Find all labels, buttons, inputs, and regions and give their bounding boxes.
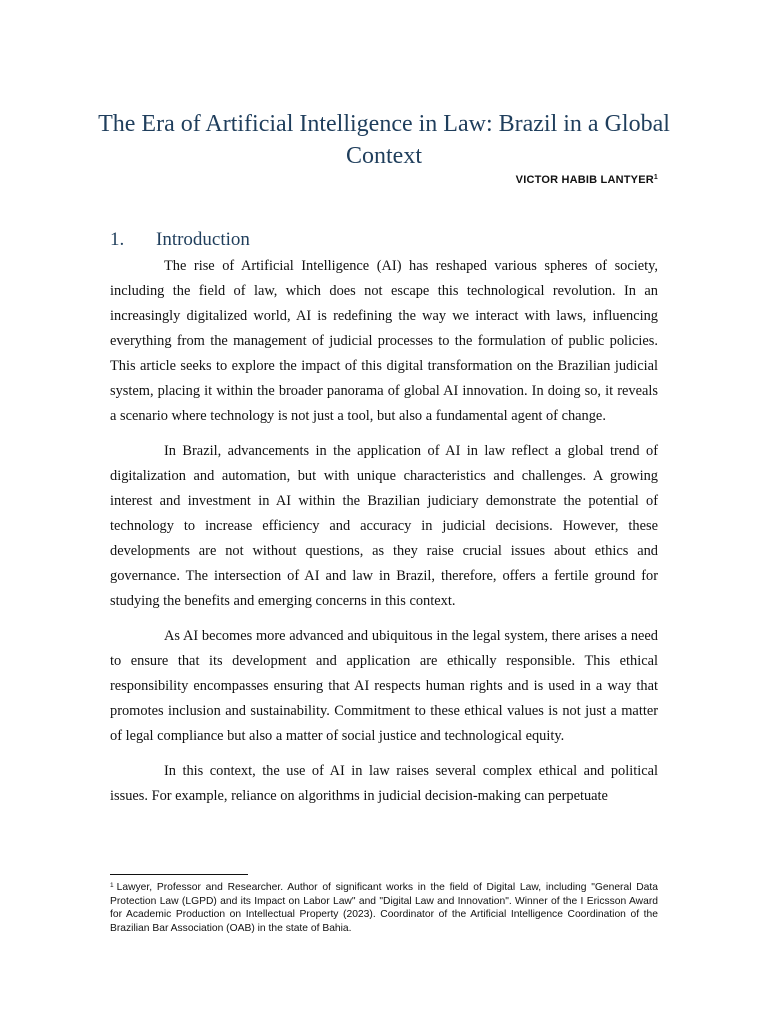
paragraph: In Brazil, advancements in the application of AI in law reflect a global trend of digitalization and automation, but with unique characteristics and challenges. A growing interest and investment in AI within the Brazilian judiciary demonstrate the potential of technology to increase efficiency and accuracy in judicial decisions. However, these developments are not without questions, as they raise crucial issues about ethics and governance. The intersection of AI and law in Brazil, therefore, offers a fertile ground for studying the benefits and emerging concerns in this context.: [110, 443, 658, 609]
section-number: 1.: [110, 229, 125, 250]
footnote-mark: 1: [110, 882, 114, 889]
footnote-divider: [110, 874, 248, 875]
author-line: [516, 174, 658, 186]
footnote-text: Lawyer, Professor and Researcher. Author of significant works in the field of Digital Law, including "General Data Protection Law (LGPD) and its Impact on Labor Law" and "Digital Law and Innovation". Winner of the I Ericsson Award for Academic Production on Intellectual Property (2023). Coordinator of the Artificial Intelligence Coordination of the Brazilian Bar Association (OAB) in the state of Bahia.: [110, 882, 658, 934]
section-title: Introduction: [156, 229, 250, 250]
section-heading: [110, 228, 250, 252]
author-name: VICTOR HABIB LANTYER: [515, 174, 654, 186]
paragraph: In this context, the use of AI in law raises several complex ethical and political issues. For example, reliance on algorithms in judicial decision-making can perpetuate: [110, 763, 658, 804]
footnote: [110, 879, 658, 935]
paper-title: The Era of Artificial Intelligence in Law: Brazil in a Global Context: [98, 111, 670, 169]
paragraph: As AI becomes more advanced and ubiquitous in the legal system, there arises a need to ensure that its development and application are ethically responsible. This ethical responsibility encompasses ensuring that AI respects human rights and is used in a way that promotes inclusion and sustainability. Commitment to these ethical values is not just a matter of legal compliance but also a matter of social justice and technological equity.: [110, 628, 658, 744]
paragraph: The rise of Artificial Intelligence (AI) has reshaped various spheres of society, including the field of law, which does not escape this technological revolution. In an increasingly digitalized world, AI is redefining the way we interact with laws, influencing everything from the management of judicial processes to the formulation of public policies. This article seeks to explore the impact of this digital transformation on the Brazilian judicial system, placing it within the broader panorama of global AI innovation. In doing so, it reveals a scenario where technology is not just a tool, but also a fundamental agent of change.: [110, 258, 658, 424]
author-footnote-mark[interactable]: 1: [653, 174, 658, 181]
body-text: [110, 254, 658, 819]
